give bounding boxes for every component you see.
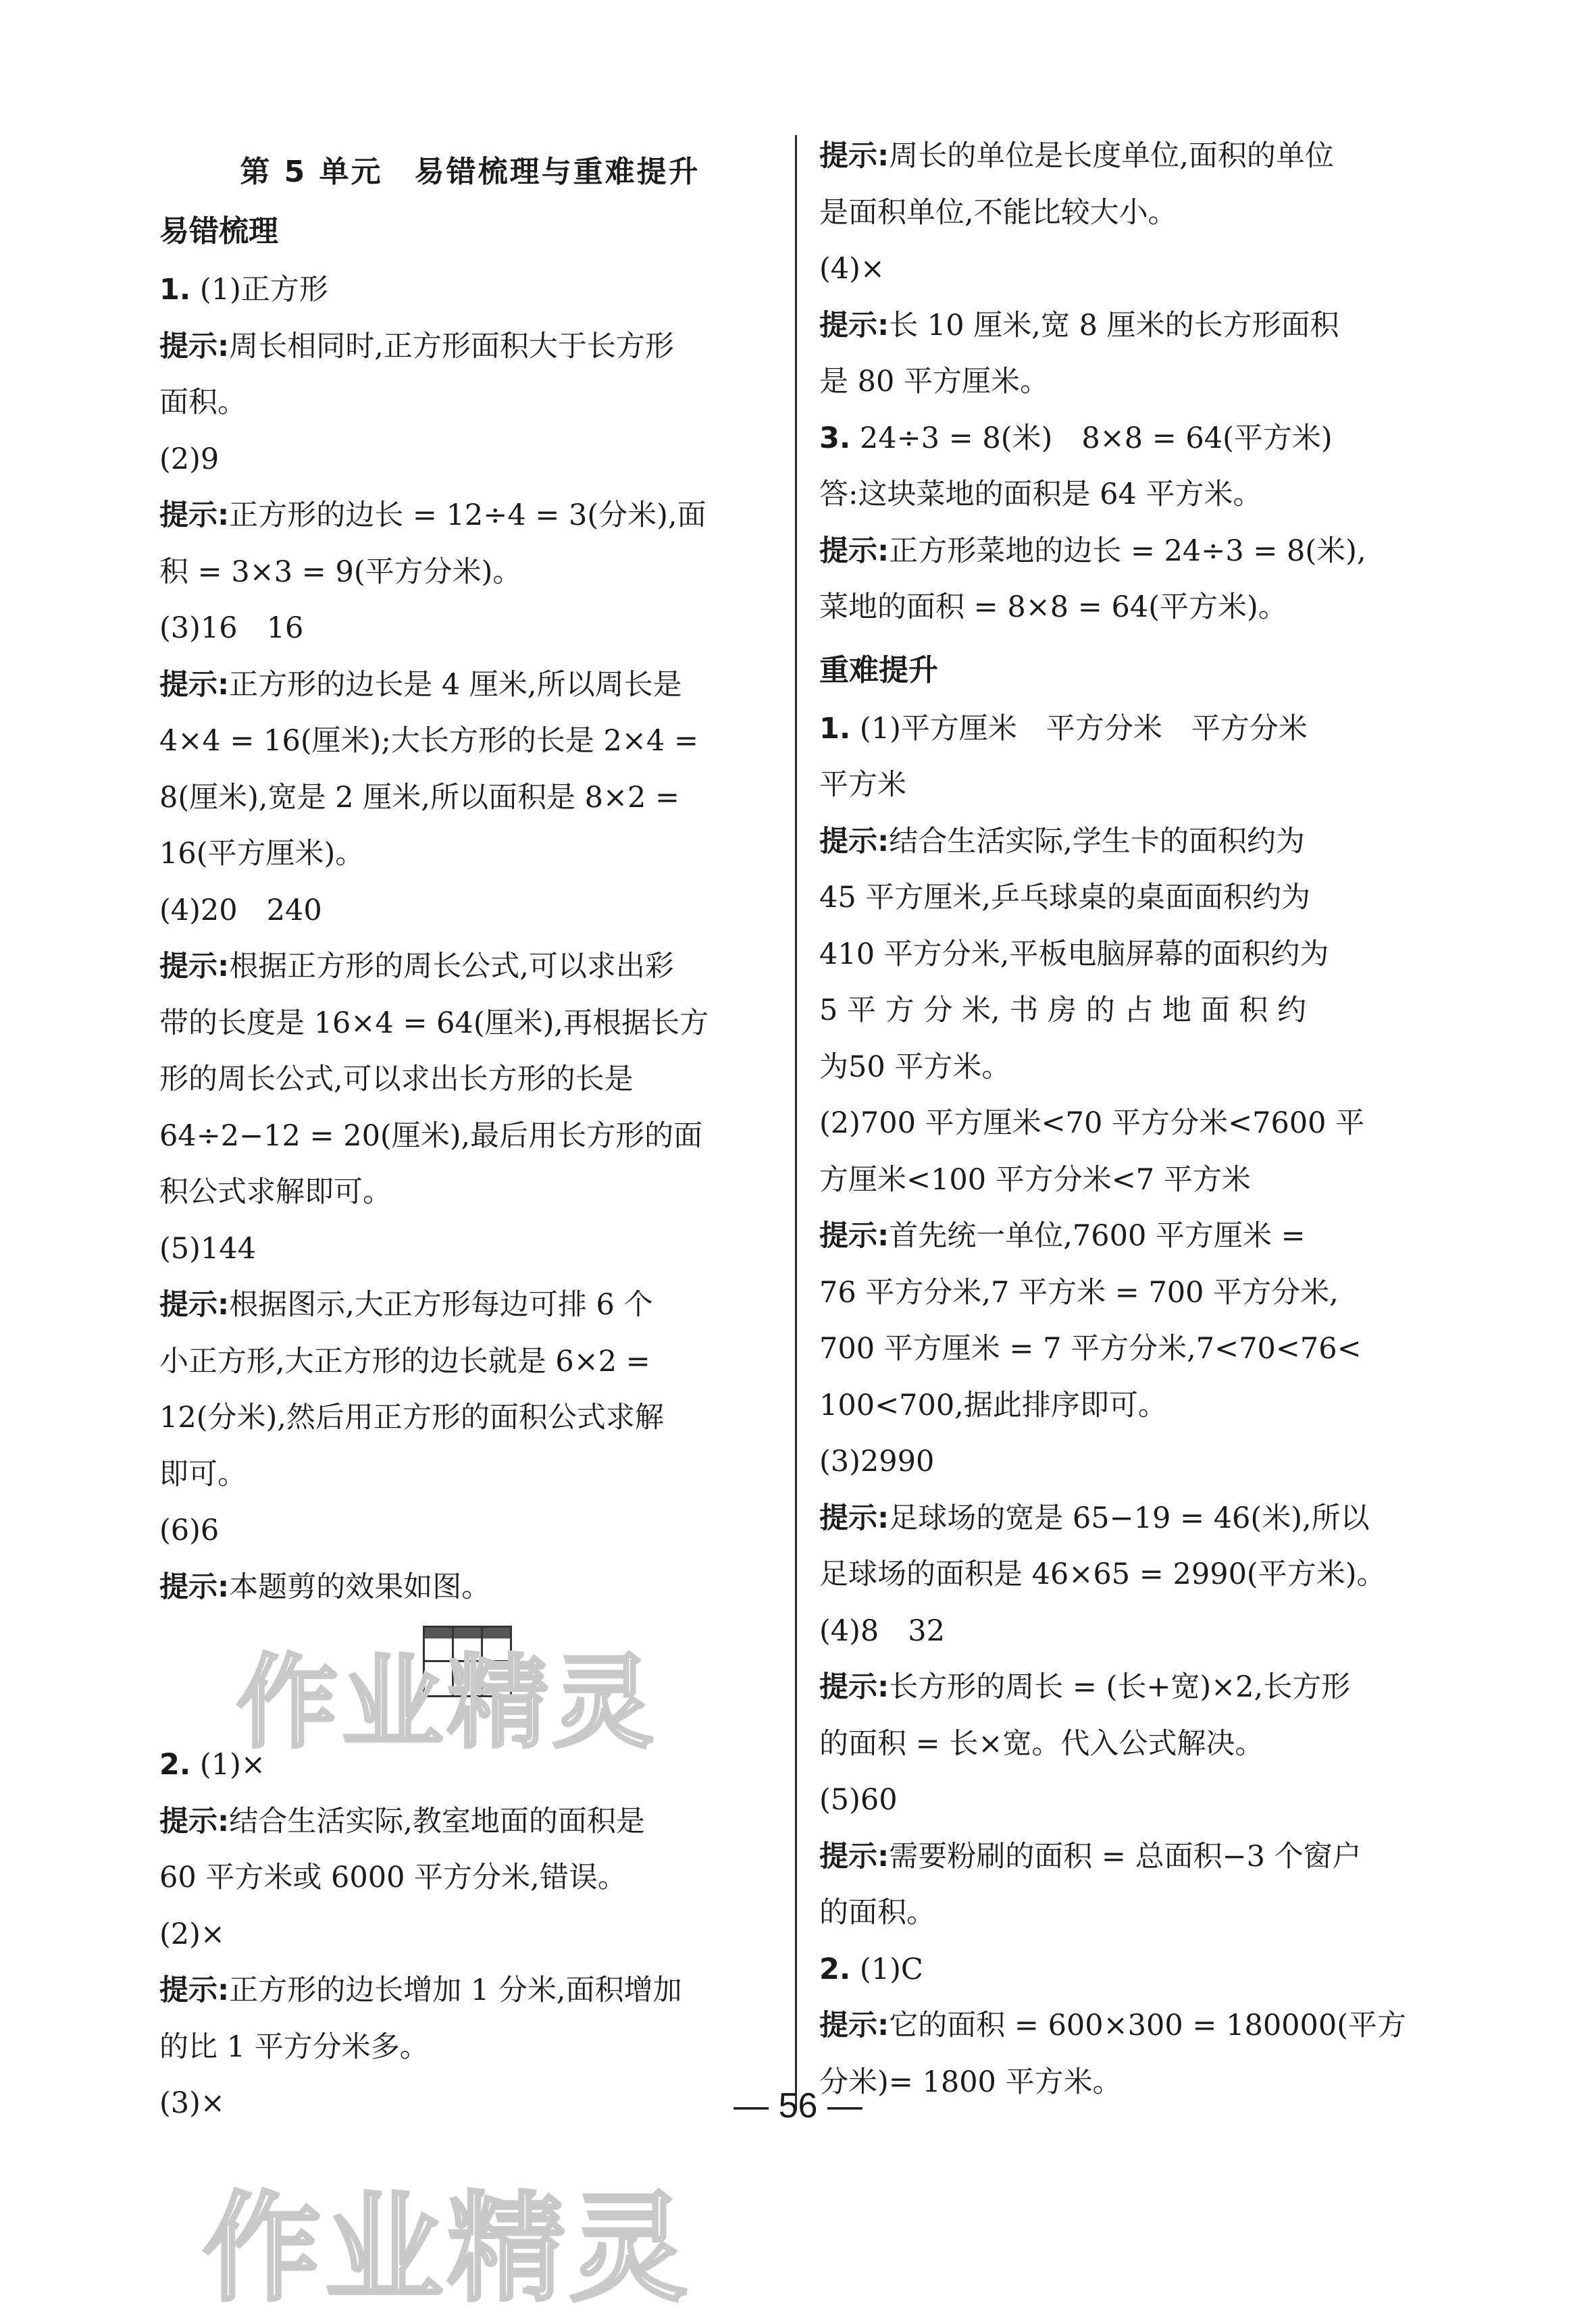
hint-line (819, 298, 1441, 355)
page-number: — 56 — (733, 2086, 863, 2125)
text-line (819, 1603, 1441, 1660)
text-line (159, 1503, 781, 1559)
question-line (819, 411, 1441, 467)
text-line (159, 375, 781, 432)
text-line (159, 770, 781, 827)
line-text: 正方形的边长增加 1 分米,面积增加 (229, 1973, 682, 2007)
hint-label: 提示: (819, 2009, 890, 2042)
line-text: 正方形菜地的边长 = 24÷3 = 8(米), (889, 534, 1366, 568)
text-line (819, 1095, 1441, 1152)
text-line (819, 870, 1441, 927)
line-text: 即可。 (159, 1457, 247, 1491)
hint-label: 提示: (819, 1501, 890, 1535)
line-text: (3)2990 (819, 1445, 935, 1478)
line-text: 45 平方厘米,乒乓球桌的桌面面积约为 (819, 881, 1311, 914)
hint-label: 提示: (159, 1804, 230, 1838)
line-text: (2)700 平方厘米<70 平方分米<7600 平 (819, 1106, 1365, 1140)
line-text: 平方米 (819, 768, 906, 802)
line-text: 形的周长公式,可以求出长方形的长是 (159, 1062, 634, 1096)
question-line (159, 262, 781, 319)
hint-line (819, 128, 1441, 185)
line-text: 410 平方分米,平板电脑屏幕的面积约为 (819, 937, 1329, 971)
line-text: (4)20 240 (159, 893, 322, 927)
line-text: 带的长度是 16×4 = 64(厘米),再根据长方 (159, 1006, 709, 1040)
line-text: (3)× (159, 2086, 225, 2120)
line-text: 700 平方厘米 = 7 平方分米,7<70<76< (819, 1332, 1362, 1366)
line-text: 长方形的周长 = (长+宽)×2,长方形 (889, 1670, 1351, 1704)
line-text: 足球场的宽是 65−19 = 46(米),所以 (889, 1501, 1370, 1535)
line-text: 64÷2−12 = 20(厘米),最后用长方形的面 (159, 1118, 703, 1153)
text-line (819, 1152, 1441, 1209)
hint-label: 提示: (819, 1670, 890, 1704)
text-line (819, 1378, 1441, 1435)
hint-line (819, 1829, 1441, 1886)
line-text: 的面积。 (819, 1896, 935, 1930)
line-text: (1)平方厘米 平方分米 平方分米 (850, 711, 1308, 746)
question-line (819, 1942, 1441, 1998)
hint-line (819, 1208, 1441, 1265)
line-text: 8(厘米),宽是 2 厘米,所以面积是 8×2 = (159, 780, 680, 815)
right-text-block-1 (819, 128, 1441, 636)
text-line (819, 1772, 1441, 1829)
hint-label: 提示: (819, 1219, 890, 1253)
text-line (819, 185, 1441, 242)
page-title: 第 5 单元 易错梳理与重难提升 (240, 155, 700, 189)
line-text: 答:这块菜地的面积是 64 平方米。 (819, 477, 1262, 511)
hint-line (159, 488, 781, 544)
left-text-block-1 (159, 262, 781, 1616)
text-line (819, 757, 1441, 814)
line-text: 是 80 平方厘米。 (819, 365, 1050, 398)
line-text: 方厘米<100 平方分米<7 平方米 (819, 1162, 1251, 1197)
text-line (159, 713, 781, 770)
hint-label: 提示: (159, 1288, 230, 1322)
text-line (819, 983, 1441, 1039)
text-line (819, 354, 1441, 411)
line-text: 4×4 = 16(厘米);大长方形的长是 2×4 = (159, 724, 698, 758)
text-line (159, 826, 781, 883)
left-column (159, 128, 781, 2132)
hint-label: 提示: (819, 1839, 890, 1874)
line-text: 长 10 厘米,宽 8 厘米的长方形面积 (889, 308, 1339, 342)
text-line (159, 996, 781, 1052)
line-text: 的比 1 平方分米多。 (159, 2030, 429, 2064)
text-line (819, 1716, 1441, 1773)
line-text: 76 平方分米,7 平方米 = 700 平方分米, (819, 1275, 1339, 1310)
column-divider (795, 135, 797, 2111)
text-line (819, 241, 1441, 298)
hint-label: 提示: (159, 498, 230, 532)
line-text: (1)C (850, 1952, 923, 1986)
hint-label: 提示: (159, 1570, 230, 1604)
text-line (819, 467, 1441, 523)
hint-label: 提示: (159, 329, 230, 363)
line-text: (1)× (190, 1748, 265, 1782)
question-number: 1. (159, 273, 191, 307)
question-line (819, 701, 1441, 758)
line-text: 本题剪的效果如图。 (229, 1570, 491, 1604)
line-text: (3)16 16 (159, 611, 304, 645)
question-number: 3. (819, 421, 851, 455)
section-heading-advanced: 重难提升 (819, 652, 938, 688)
line-text: 积 = 3×3 = 9(平方分米)。 (159, 554, 522, 589)
line-text: 100<700,据此排序即可。 (819, 1388, 1167, 1422)
hint-label: 提示: (159, 1973, 230, 2007)
line-text: (2)× (159, 1917, 225, 1951)
text-line (159, 2019, 781, 2076)
line-text: 是面积单位,不能比较大小。 (819, 195, 1177, 230)
text-line (159, 1052, 781, 1108)
text-line (819, 1547, 1441, 1603)
text-line (819, 1265, 1441, 1322)
line-text: 面积。 (159, 386, 247, 419)
hint-line (159, 319, 781, 376)
text-line (159, 1164, 781, 1221)
line-text: (4)× (819, 252, 885, 286)
text-line (819, 1321, 1441, 1378)
line-text: 需要粉刷的面积 = 总面积−3 个窗户 (889, 1839, 1362, 1874)
hint-line (819, 1491, 1441, 1547)
question-number: 1. (819, 711, 851, 746)
text-line (159, 544, 781, 601)
question-number: 2. (819, 1952, 851, 1986)
line-text: 的面积 = 长×宽。代入公式解决。 (819, 1726, 1264, 1761)
text-line (819, 1039, 1441, 1096)
hint-label: 提示: (819, 534, 890, 568)
text-line (159, 1108, 781, 1165)
hint-line (159, 1963, 781, 2019)
text-line (159, 1221, 781, 1278)
line-text: (2)9 (159, 442, 220, 476)
line-text: 24÷3 = 8(米) 8×8 = 64(平方米) (850, 421, 1333, 455)
line-text: 16(平方厘米)。 (159, 837, 365, 871)
text-line (819, 1885, 1441, 1942)
hint-line (159, 1559, 781, 1616)
line-text: 根据正方形的周长公式,可以求出彩 (229, 950, 674, 983)
line-text: 60 平方米或 6000 平方分米,错误。 (159, 1861, 627, 1894)
text-line (159, 600, 781, 657)
line-text: 积公式求解即可。 (159, 1175, 392, 1209)
line-text: 正方形的边长 = 12÷4 = 3(分米),面 (229, 498, 706, 532)
hint-label: 提示: (159, 950, 230, 983)
watermark: 作业精灵 (203, 2181, 692, 2318)
line-text: 分米)= 1800 平方米。 (819, 2065, 1122, 2099)
line-text: 足球场的面积是 46×65 = 2990(平方米)。 (819, 1557, 1386, 1591)
hint-label: 提示: (159, 667, 230, 702)
line-text: 首先统一单位,7600 平方厘米 = (889, 1219, 1306, 1253)
line-text: (4)8 32 (819, 1613, 945, 1648)
hint-label: 提示: (819, 139, 890, 173)
hint-line (159, 1277, 781, 1334)
text-line (819, 927, 1441, 983)
text-line (159, 1334, 781, 1391)
line-text: 结合生活实际,学生卡的面积约为 (889, 824, 1305, 858)
text-line (159, 432, 781, 488)
line-text: (1)正方形 (190, 273, 328, 307)
line-text: 正方形的边长是 4 厘米,所以周长是 (229, 667, 682, 702)
line-text: 为50 平方米。 (819, 1050, 1011, 1084)
line-text: 结合生活实际,教室地面的面积是 (229, 1804, 645, 1838)
hint-line (819, 814, 1441, 871)
text-line (159, 1447, 781, 1503)
section-heading-errors: 易错梳理 (159, 214, 278, 249)
text-line (159, 1390, 781, 1447)
right-column (819, 128, 1441, 2111)
hint-label: 提示: (819, 308, 890, 342)
line-text: 小正方形,大正方形的边长就是 6×2 = (159, 1344, 650, 1378)
line-text: 12(分米),然后用正方形的面积公式求解 (159, 1401, 664, 1435)
line-text: (6)6 (159, 1514, 220, 1547)
text-line (819, 579, 1441, 636)
line-text: 它的面积 = 600×300 = 180000(平方 (889, 2009, 1407, 2042)
line-text: (5)60 (819, 1783, 898, 1817)
hint-line (819, 1998, 1441, 2055)
line-text: 周长相同时,正方形面积大于长方形 (229, 329, 674, 363)
hint-line (159, 1794, 781, 1851)
hint-line (159, 657, 781, 714)
text-line (159, 1850, 781, 1907)
right-text-block-2 (819, 701, 1441, 2111)
text-line (819, 1434, 1441, 1491)
hint-line (819, 1659, 1441, 1716)
hint-label: 提示: (819, 824, 890, 858)
watermark: 作业精灵 (236, 1645, 659, 1762)
line-text: 菜地的面积 = 8×8 = 64(平方米)。 (819, 590, 1287, 624)
question-number: 2. (159, 1748, 191, 1782)
line-text: (5)144 (159, 1231, 256, 1266)
hint-line (819, 523, 1441, 580)
left-text-block-2 (159, 1737, 781, 2132)
text-line (159, 1907, 781, 1963)
line-text: 周长的单位是长度单位,面积的单位 (889, 139, 1334, 173)
hint-line (159, 939, 781, 996)
line-text: 5 平 方 分 米, 书 房 的 占 地 面 积 约 (819, 993, 1307, 1027)
text-line (159, 883, 781, 939)
line-text: 根据图示,大正方形每边可排 6 个 (229, 1288, 653, 1322)
